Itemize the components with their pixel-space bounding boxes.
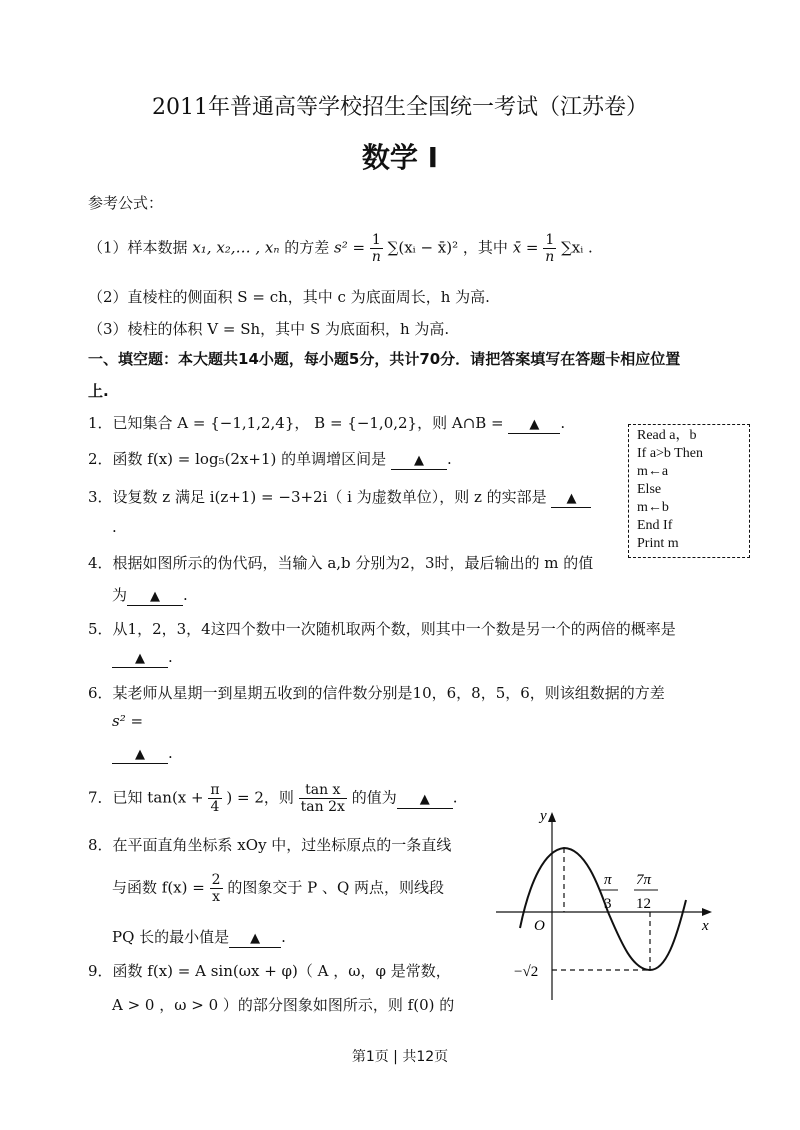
x-axis-label: x (702, 918, 709, 934)
formula-1-sum: ∑(xᵢ − x̄)² (387, 238, 459, 257)
question-7-prefix: 7．已知 tan(x + (88, 788, 204, 807)
formula-1-sep: ，其中 (462, 238, 508, 257)
tick-pi-over-3-den: 3 (604, 896, 612, 912)
pseudocode-line: End If (637, 518, 673, 533)
question-6: 6．某老师从星期一到星期五收到的信件数分别是10，6，8，5，6，则该组数据的方差 (88, 684, 665, 702)
question-4: 4．根据如图所示的伪代码，当输入 a,b 分别为2，3时，最后输出的 m 的值 (88, 554, 594, 572)
question-8-end: PQ 长的最小值是 ▲ . (112, 928, 286, 946)
question-8-prefix: 与函数 f(x) = (112, 878, 205, 897)
origin-label: O (534, 918, 545, 934)
question-9: 9．函数 f(x) = A sin(ωx + φ)（ A ，ω，φ 是常数， (88, 962, 451, 980)
formula-1-sum2: ∑xᵢ . (561, 238, 593, 257)
formula-1-variance: s² = (334, 238, 366, 257)
answer-blank: ▲ (397, 792, 453, 809)
paper-subtitle: 数学 I (361, 141, 439, 174)
tick-pi-over-3-num: π (604, 872, 612, 888)
pseudocode-line: If a>b Then (637, 446, 703, 461)
answer-blank: ▲ (112, 747, 168, 764)
question-7-mid: ) = 2，则 (226, 788, 294, 807)
question-2-text: 2．函数 f(x) = log₅(2x+1) 的单调增区间是 (88, 450, 387, 468)
formula-1-vars: x₁, x₂,… , xₙ (192, 238, 280, 257)
formula-1-prefix: （1）样本数据 (88, 238, 188, 257)
question-6-variance (112, 712, 143, 730)
question-3 (88, 486, 591, 508)
page-footer: 第1页 | 共12页 (351, 1049, 449, 1065)
question-7-tan-frac: $\frac{\text{tan x}}{\tan 2x}$ (300, 782, 345, 815)
formula-1-frac: $\frac{1}{n}$ (371, 232, 381, 265)
sine-curve (520, 848, 686, 970)
pseudocode-line: Else (637, 482, 662, 497)
question-7: 7．已知 tan(x + $\frac{\pi}{4}$ ) = 2，则 $\frac{\text{tan x}}{\tan 2x}$ 的值为 ▲ . (88, 782, 458, 815)
question-1: 1．已知集合 A = {−1,1,2,4}， B = {−1,0,2}，则 A∩B = ▲ . (88, 414, 566, 432)
section-heading: 一、填空题：本大题共14小题，每小题5分，共计70分．请把答案填写在答题卡相应位置 (88, 350, 681, 368)
answer-blank: ▲ (508, 417, 560, 434)
question-5: 5．从1，2，3，4这四个数中一次随机取两个数，则其中一个数是另一个的两倍的概率是 (88, 620, 676, 638)
question-6-var-label: s² = (112, 712, 144, 730)
question-8: 8．在平面直角坐标系 xOy 中，过坐标原点的一条直线 (88, 836, 452, 854)
sine-graph (490, 800, 730, 1020)
formula-1 (88, 232, 593, 265)
answer-blank: ▲ (229, 931, 281, 948)
formula-3: （3）棱柱的体积 V = Sh，其中 S 为底面积，h 为高. (88, 320, 450, 338)
formula-1-mean: x̄ = (512, 238, 539, 257)
pseudocode-line: m←b (637, 500, 669, 515)
section-heading-cont: 上. (88, 382, 109, 400)
question-4-cont: 为 ▲ . (112, 586, 188, 604)
y-axis-arrow (548, 812, 556, 822)
question-8-end-text: PQ 长的最小值是 (112, 928, 230, 946)
answer-blank: ▲ (551, 491, 591, 508)
tick-7pi-over-12-den: 12 (636, 896, 651, 912)
pseudocode-line: m←a (637, 464, 669, 479)
question-8-cont (112, 872, 444, 905)
formula-1-frac2: $\frac{1}{n}$ (545, 232, 555, 265)
question-7-suffix: 的值为 (351, 788, 397, 807)
exam-title: 2011年普通高等学校招生全国统一考试（江苏卷） (152, 95, 648, 120)
min-value-label: −√2 (514, 964, 539, 980)
pseudocode-line: Print m (637, 536, 679, 551)
x-axis-arrow (702, 908, 712, 916)
answer-blank: ▲ (391, 453, 447, 470)
formulas-heading: 参考公式： (88, 194, 164, 212)
y-axis-label: y (540, 808, 547, 824)
question-2: 2．函数 f(x) = log₅(2x+1) 的单调增区间是 ▲ . (88, 450, 452, 468)
question-4-answer-prefix: 为 (112, 586, 128, 604)
pseudocode-line: Read a，b (637, 428, 697, 443)
answer-blank: ▲ (112, 651, 168, 668)
question-8-suffix: 的图象交于 P 、Q 两点，则线段 (227, 878, 445, 897)
question-3-text: 3．设复数 z 满足 i(z+1) = −3+2i（ i 为虚数单位），则 z 的实部是 (88, 488, 547, 506)
pseudocode-box (628, 424, 750, 558)
question-7-pi-frac: $\frac{\pi}{4}$ (210, 782, 220, 815)
question-5-answer: ▲ . (112, 648, 173, 668)
formula-2: （2）直棱柱的侧面积 S = ch，其中 c 为底面周长，h 为高. (88, 288, 490, 306)
question-9-cont: A > 0 ，ω > 0 ）的部分图象如图所示，则 f(0) 的 (112, 996, 455, 1014)
answer-blank: ▲ (127, 589, 183, 606)
question-6-answer: ▲ . (112, 744, 173, 764)
question-8-frac: $\frac{2}{x}$ (211, 872, 221, 905)
formula-1-mid: 的方差 (284, 238, 330, 257)
tick-7pi-over-12-num: 7π (636, 872, 652, 888)
question-3-period: . (112, 518, 117, 536)
question-1-text: 1．已知集合 A = {−1,1,2,4}， B = {−1,0,2}，则 A∩B = (88, 414, 504, 432)
